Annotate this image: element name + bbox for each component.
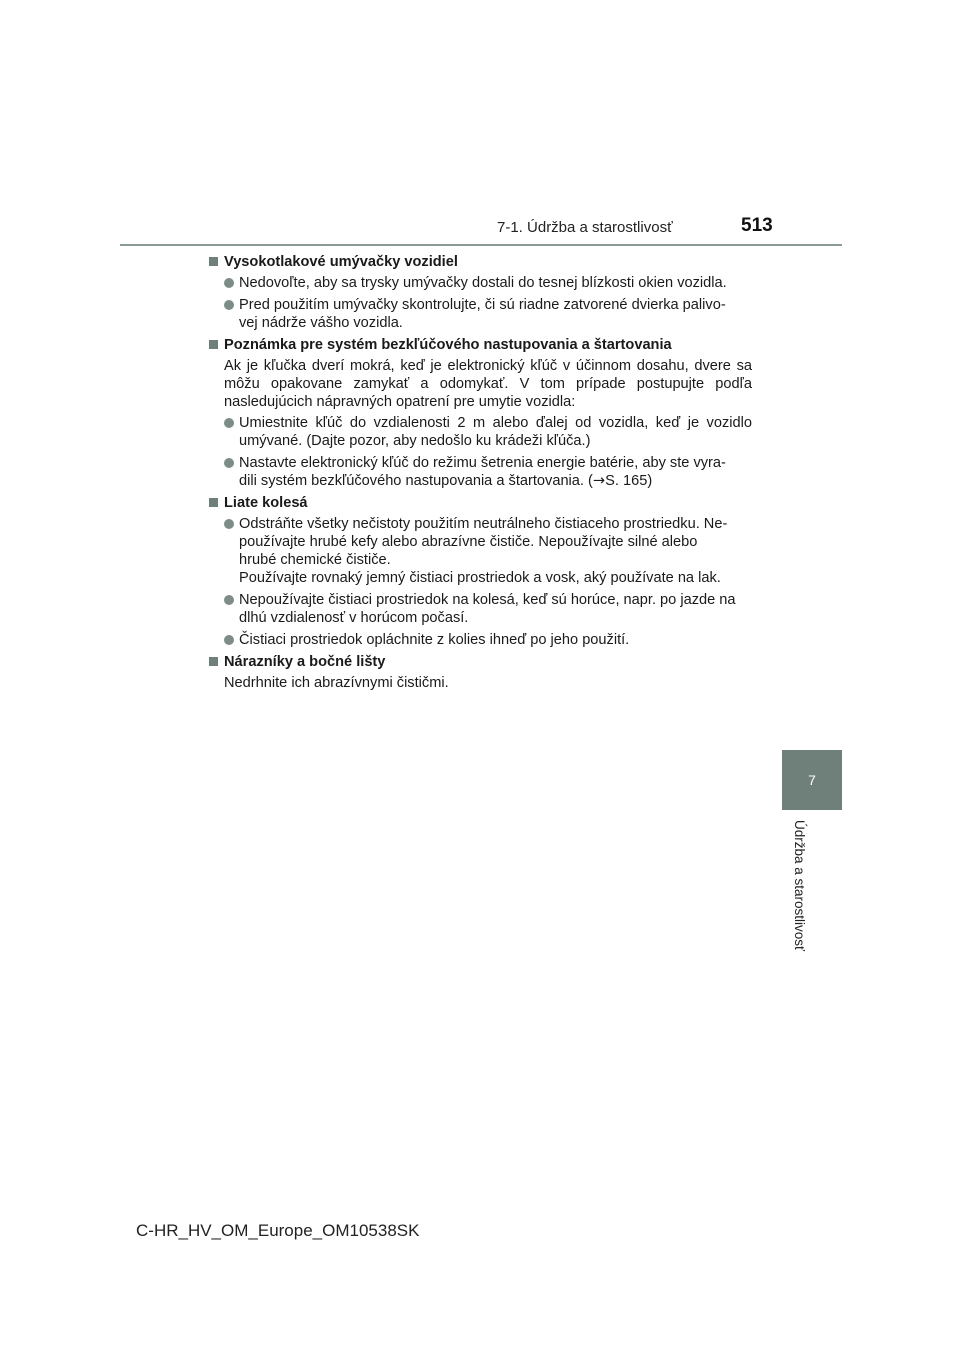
document-code: C-HR_HV_OM_Europe_OM10538SK: [136, 1221, 420, 1240]
section-title-text: Liate kolesá: [224, 495, 308, 511]
section-title: [207, 653, 752, 671]
text-line: vej nádrže vášho vozidla.: [239, 315, 403, 331]
section-alloy-wheels: [207, 494, 752, 649]
square-bullet-icon: [209, 340, 218, 349]
square-bullet-icon: [209, 257, 218, 266]
text-line: dlhú vzdialenosť v horúcom počasí.: [239, 610, 469, 626]
list-item-text: [239, 274, 752, 292]
circle-bullet-icon: [224, 595, 234, 605]
list-item: [207, 591, 752, 627]
header-divider: [120, 244, 842, 246]
section-title: [207, 336, 752, 354]
text-line: hrubé chemické čističe.: [239, 552, 391, 568]
section-title: [207, 494, 752, 512]
section-smart-entry-note: [207, 336, 752, 490]
list-item-text: Umiestnite kľúč do vzdialenosti 2 m alebo ďalej od vozidla, keď je vozidlo umývané. (Dajte pozor, aby nedošlo ku krádeži kľúča.): [239, 415, 752, 449]
text-line: Nepoužívajte čistiaci prostriedok na kolesá, keď sú horúce, napr. po jazde na: [239, 592, 736, 608]
list-item-text: [239, 591, 752, 627]
list-item-text: [239, 454, 752, 490]
page-content: [207, 253, 752, 695]
section-bumpers: [207, 653, 752, 692]
text-line: Pred použitím umývačky skontrolujte, či sú riadne zatvorené dvierka palivo-: [239, 297, 726, 313]
list-item-text: [239, 515, 752, 587]
text-line: Nastavte elektronický kľúč do režimu šetrenia energie batérie, aby ste vyra-: [239, 455, 726, 471]
list-item: [207, 414, 752, 450]
section-paragraph: Ak je kľučka dverí mokrá, keď je elektronický kľúč v účinnom dosahu, dvere sa môžu opakovane zamykať a odomykať. V tom prípade postupujte podľa nasledujúcich nápravných opatrení pre umytie vozidla:: [224, 358, 752, 410]
circle-bullet-icon: [224, 278, 234, 288]
chapter-tab[interactable]: 7: [782, 750, 842, 810]
text-line: Používajte rovnaký jemný čistiaci prostriedok a vosk, aký používate na lak.: [239, 570, 721, 586]
text-line: Nedovoľte, aby sa trysky umývačky dostali do tesnej blízkosti okien vozidla.: [239, 275, 727, 291]
section-title-text: Vysokotlakové umývačky vozidiel: [224, 254, 458, 270]
square-bullet-icon: [209, 498, 218, 507]
list-item: [207, 296, 752, 332]
section-title-text: Poznámka pre systém bezkľúčového nastupovania a štartovania: [224, 337, 672, 353]
circle-bullet-icon: [224, 458, 234, 468]
text-fragment: dili systém bezkľúčového nastupovania a štartovania. (: [239, 473, 593, 489]
section-paragraph: Nedrhnite ich abrazívnymi čističmi.: [224, 675, 449, 691]
square-bullet-icon: [209, 657, 218, 666]
circle-bullet-icon: [224, 418, 234, 428]
arrow-right-icon: →: [592, 472, 606, 489]
list-item-text: [239, 296, 752, 332]
section-title-text: Nárazníky a bočné lišty: [224, 654, 386, 670]
section-title: [207, 253, 752, 271]
list-item: [207, 515, 752, 587]
list-item: [207, 631, 752, 649]
text-line: [239, 472, 752, 490]
circle-bullet-icon: [224, 519, 234, 529]
page-reference-link[interactable]: S. 165): [605, 473, 653, 489]
list-item: [207, 274, 752, 292]
section-pressure-washers: [207, 253, 752, 332]
list-item-text: Čistiaci prostriedok opláchnite z kolies ihneď po jeho použití.: [239, 632, 630, 648]
circle-bullet-icon: [224, 635, 234, 645]
list-item: [207, 454, 752, 490]
text-line: Odstráňte všetky nečistoty použitím neutrálneho čistiaceho prostriedku. Ne-: [239, 516, 728, 532]
chapter-tab-label: Údržba a starostlivosť: [792, 820, 807, 952]
circle-bullet-icon: [224, 300, 234, 310]
page-number: 513: [741, 215, 773, 236]
text-line: používajte hrubé kefy alebo abrazívne čističe. Nepoužívajte silné alebo: [239, 534, 698, 550]
section-header: 7-1. Údržba a starostlivosť: [497, 219, 673, 236]
